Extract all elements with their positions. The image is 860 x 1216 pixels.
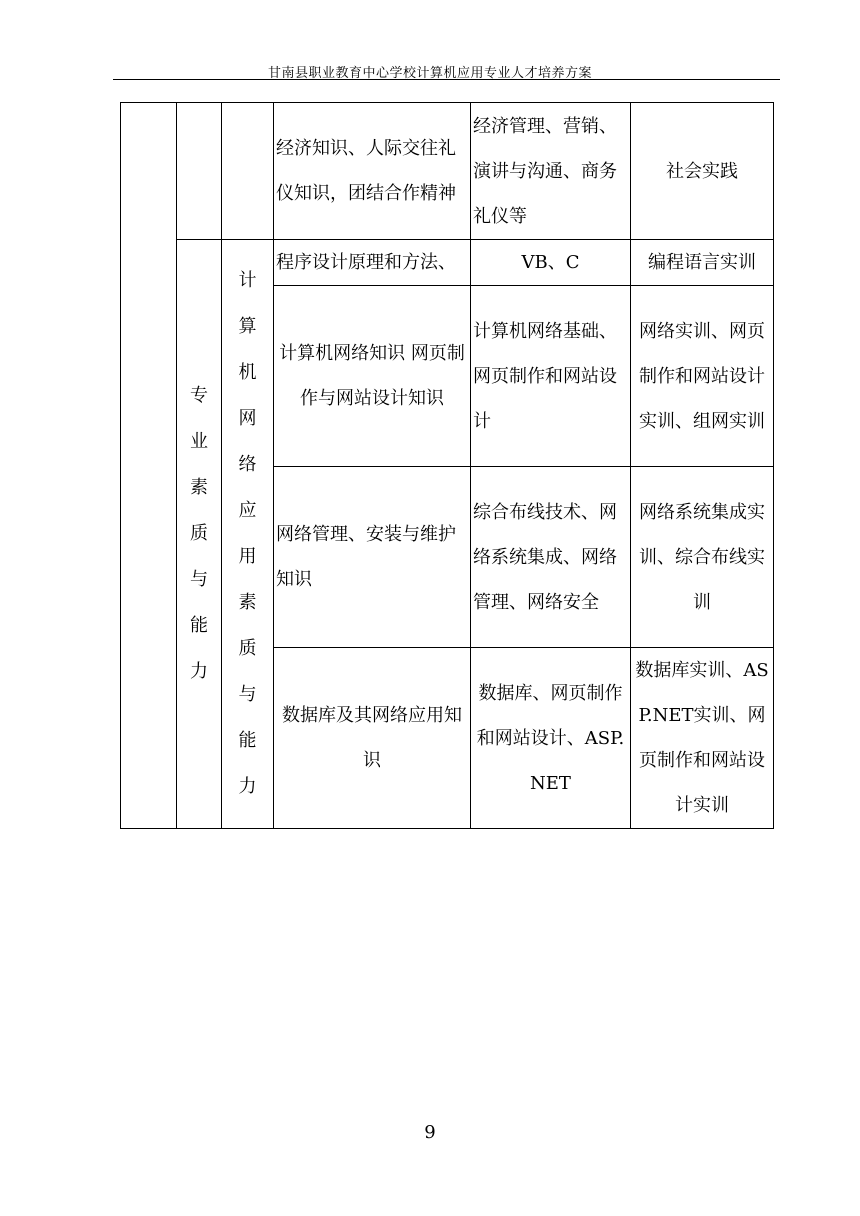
blank-first-column-cell	[121, 103, 177, 829]
knowledge-cell: 数据库及其网络应用知识	[274, 648, 471, 829]
subcategory-label: 计算机网络应用素质与能力	[238, 270, 257, 797]
courses-cell: 经济管理、营销、演讲与沟通、商务礼仪等	[471, 103, 631, 240]
page-number: 9	[424, 1122, 436, 1143]
courses-cell: 综合布线技术、网络系统集成、网络管理、网络安全	[471, 467, 631, 648]
subcategory-cell	[222, 240, 274, 829]
category-label: 专业素质与能力	[190, 385, 208, 682]
header-rule	[113, 79, 780, 80]
knowledge-cell: 计算机网络知识 网页制作与网站设计知识	[274, 286, 471, 467]
table-row	[121, 240, 774, 286]
knowledge-cell: 程序设计原理和方法、	[274, 240, 471, 286]
practice-cell: 数据库实训、ASP.NET实训、网页制作和网站设计实训	[631, 648, 774, 829]
curriculum-table	[120, 102, 774, 829]
page-header-title: 甘南县职业教育中心学校计算机应用专业人才培养方案	[267, 66, 592, 81]
courses-cell: VB、C	[471, 240, 631, 286]
knowledge-cell: 经济知识、人际交往礼仪知识，团结合作精神	[274, 103, 471, 240]
practice-cell: 网络实训、网页制作和网站设计实训、组网实训	[631, 286, 774, 467]
table-row	[121, 103, 774, 240]
courses-cell: 计算机网络基础、网页制作和网站设计	[471, 286, 631, 467]
category-cell	[177, 240, 222, 829]
blank-category-cell	[177, 103, 222, 240]
knowledge-cell: 网络管理、安装与维护知识	[274, 467, 471, 648]
blank-subcategory-cell	[222, 103, 274, 240]
practice-cell: 社会实践	[631, 103, 774, 240]
courses-cell: 数据库、网页制作和网站设计、ASP.NET	[471, 648, 631, 829]
practice-cell: 编程语言实训	[631, 240, 774, 286]
practice-cell: 网络系统集成实训、综合布线实训	[631, 467, 774, 648]
